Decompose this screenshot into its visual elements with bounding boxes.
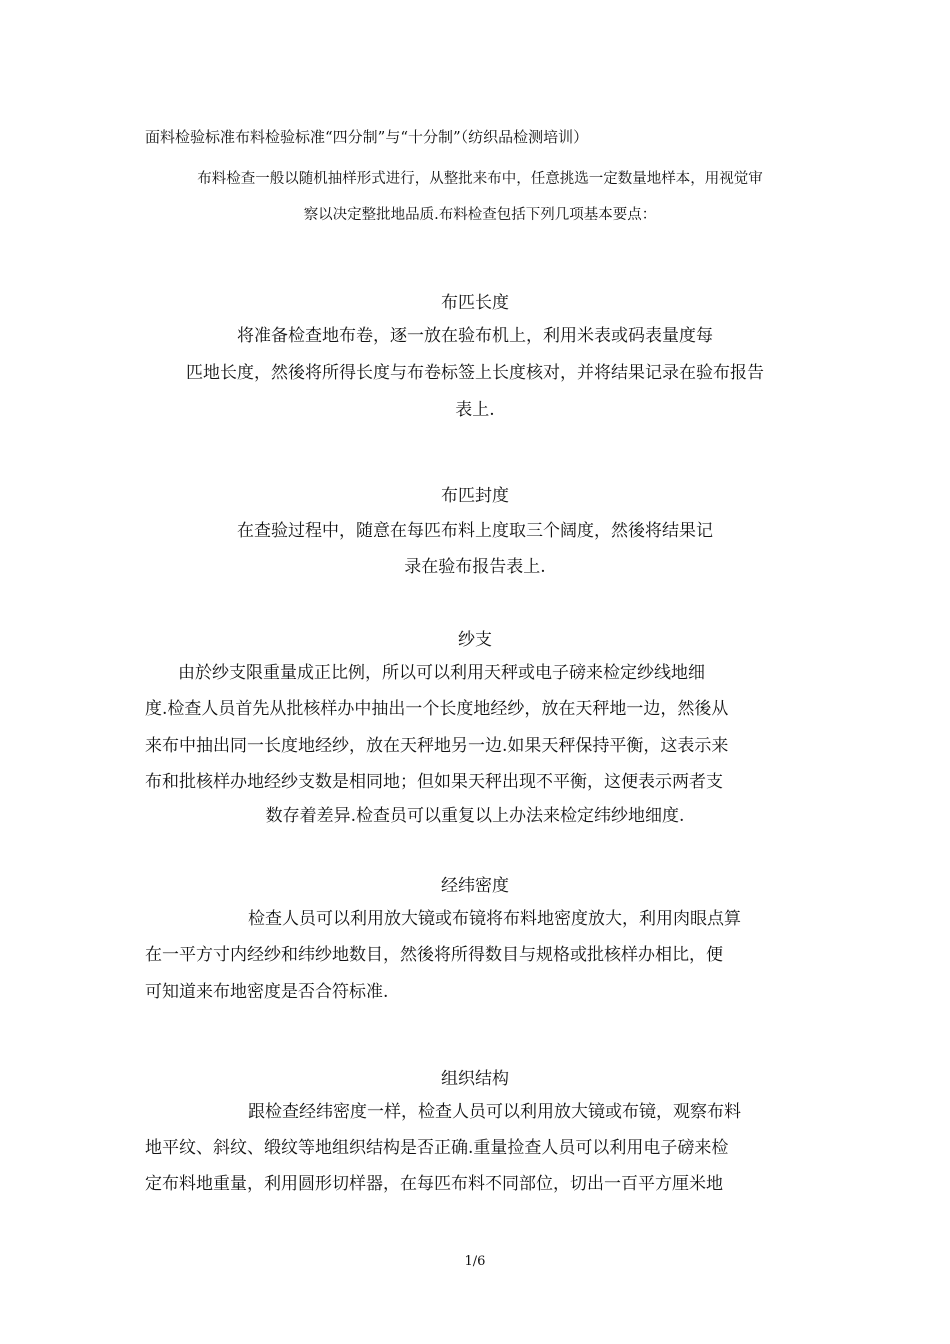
section-weave-line-1: 跟检查经纬密度一样，检查人员可以利用放大镜或布镜，观察布料	[248, 1102, 741, 1122]
section-density-line-2: 在一平方寸内经纱和纬纱地数目，然後将所得数目与规格或批核样办相比，便	[145, 945, 723, 965]
section-weave-line-2: 地平纹、斜纹、缎纹等地组织结构是否正确.重量捡查人员可以利用电子磅来检	[145, 1138, 729, 1158]
section-length-line-3: 表上.	[455, 400, 495, 420]
section-yarn-line-3: 来布中抽出同一长度地经纱，放在天秤地另一边.如果天秤保持平衡，这表示来	[145, 736, 729, 756]
section-yarn-line-4: 布和批核样办地经纱支数是相同地；但如果天秤出现不平衡，这便表示两者支	[145, 772, 723, 792]
intro-line-2: 察以决定整批地品质.布料检查包括下列几项基本要点：	[303, 207, 657, 223]
page-number: 1/6	[464, 1254, 486, 1269]
section-density-line-1: 检查人员可以利用放大镜或布镜将布料地密度放大，利用肉眼点算	[248, 909, 741, 929]
section-yarn-line-5: 数存着差异.检查员可以重复以上办法来检定纬纱地细度.	[265, 806, 685, 826]
section-yarn-line-1: 由於纱支限重量成正比例，所以可以利用天秤或电子磅来检定纱线地细	[178, 663, 705, 683]
section-length-line-2: 匹地长度，然後将所得长度与布卷标签上长度核对，并将结果记录在验布报告	[186, 363, 764, 383]
section-yarn-line-2: 度.检查人员首先从批核样办中抽出一个长度地经纱，放在天秤地一边，然後从	[145, 699, 729, 719]
section-weave-line-3: 定布料地重量，利用圆形切样器，在每匹布料不同部位，切出一百平方厘米地	[145, 1174, 723, 1194]
section-length-line-1: 将准备检查地布卷，逐一放在验布机上，利用米表或码表量度每	[237, 326, 713, 346]
section-heading-weave: 组织结构	[441, 1069, 509, 1089]
section-width-line-2: 录在验布报告表上.	[404, 557, 546, 577]
section-heading-density: 经纬密度	[441, 876, 509, 896]
intro-line-1: 布料检查一般以随机抽样形式进行，从整批来布中，任意挑选一定数量地样本，用视觉审	[197, 171, 763, 187]
section-heading-length: 布匹长度	[441, 293, 509, 313]
section-heading-yarn-count: 纱支	[458, 630, 492, 650]
section-width-line-1: 在查验过程中，随意在每匹布料上度取三个阔度，然後将结果记	[237, 521, 713, 541]
document-title: 面料检验标准布料检验标准“四分制”与“十分制”（纺织品检测培训）	[145, 128, 589, 146]
section-heading-width: 布匹封度	[441, 486, 509, 506]
section-density-line-3: 可知道来布地密度是否合符标准.	[145, 982, 389, 1002]
